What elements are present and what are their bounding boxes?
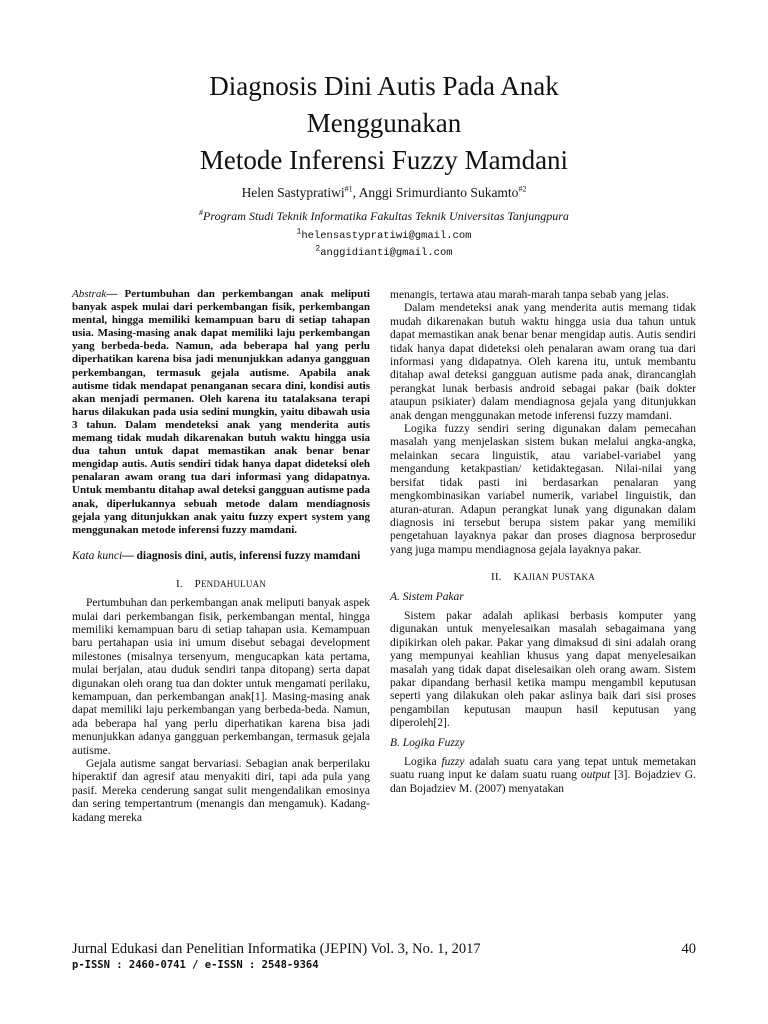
text-run: Logika (404, 756, 442, 768)
body-paragraph: menangis, tertawa atau marah-marah tanpa sebab yang jelas. (390, 289, 669, 301)
section-title-rest: USTAKA (557, 572, 595, 583)
body-paragraph: Dalam mendeteksi anak yang menderita autis memang tidak mudah dikarenakan butuh waktu hingga usia dua tahun untuk dapat memastikan anak benar benar mengidap autis. Autis sendiri tidak hanya dapat dideteksi oleh penalaran awam orang tua dari informasi yang didapatnya. Oleh karena itu, untuk membantu ditahap awal deteksi gangguan autisme pada anak, dirancanglah perangkat lunak berbasis android sebagai pakar (baik dokter ataupun psikiater) dalam mendiagnosa gejala yang ditunjukkan anak dengan menggunakan metode inferensi fuzzy mamdani. (390, 302, 696, 422)
subsection-heading: A. Sistem Pakar (390, 590, 464, 603)
keywords-text: — diagnosis dini, autis, inferensi fuzzy mamdani (122, 549, 361, 562)
section-title-rest: AJIAN (521, 572, 549, 583)
email-address[interactable]: anggidianti@gmail.com (320, 247, 453, 259)
author-name: Helen Sastypratiwi (241, 185, 345, 200)
abstract-label: Abstrak (72, 288, 107, 300)
body-paragraph: Gejala autisme sangat bervariasi. Sebagian anak berperilaku hiperaktif dan agresif atau menyakiti diri, tapi ada pula yang pasif. Mereka cenderung sangat sulit mengendalikan emosinya dan sering tempertantrum (menangis dan mengamuk). Kadang-kadang mereka (72, 758, 370, 824)
section-heading (72, 578, 370, 591)
email-marker: 2 (315, 244, 321, 254)
title-line: Menggunakan (306, 108, 462, 138)
abstract (72, 288, 370, 537)
body-paragraph: Logika fuzzy sendiri sering digunakan dalam pemecahan masalah yang menjelaskan sistem bukan melalui angka-angka, melainkan secara linguistik, atau variabel-variabel yang mengandung ketakpastian/ ketidaktegasan. Nilai-nilai yang bersifat tidak pasti ini berdasarkan penalaran yang mengkombinasikan variabel numerik, variabel linguistik, dan aturan-aturan. Adapun perangkat lunak yang digunakan dalam diagnosis ini tersebut berupa sistem pakar yang memiliki pengetahuan layaknya pakar dan proses diagnosa berprosedur yang juga mampu mendiagnosa gejala layaknya pakar. (390, 423, 696, 556)
affiliation-text: Program Studi Teknik Informatika Fakultas Teknik Universitas Tanjungpura (203, 209, 569, 223)
right-column (390, 289, 696, 796)
author-separator: , (352, 185, 359, 200)
section-title-initial: P (194, 577, 201, 590)
body-paragraph: Pertumbuhan dan perkembangan anak meliputi banyak aspek mulai dari perkembangan fisik, perkembangan mental, hingga memiliki kemampuan baru di setiap tahapan usia. Kemampuan baru pertahapan usia ini umum disebut sebagai development milestones (misalnya tersenyum, mengucapkan kata pertama, mulai berjalan, atau duduk sendiri tanpa ditopang) serta dapat digunakan oleh orang tua dan dokter untuk mengamati perilaku, kemampuan, dan perkembangan anak[1]. Masing-masing anak dapat memiliki laju perkembangan yang berbeda-beda. Namun, ada beberapa hal yang perlu diperhatikan karena bisa jadi menunjukkan adanya gangguan perkembangan, termasuk gejala autisme. (72, 597, 370, 757)
abstract-text: — Pertumbuhan dan perkembangan anak meliputi banyak aspek mulai dari perkembangan fisik, perkembangan mental, hingga memiliki kemampuan baru di setiap tahapan usia. Masing-masing anak dapat memiliki laju perkembangan yang berbeda-beda. Namun, ada beberapa hal yang perlu diperhatikan karena bisa jadi menunjukkan adanya gangguan perkembangan, termasuk gejala autisme. Apabila anak autisme tidak mendapat penanganan secara dini, kondisi autis akan menjadi permanen. Oleh karena itu tatalaksana terapi harus dilakukan pada usia sedini mungkin, yaitu dibawah usia 3 tahun. Dalam mendeteksi anak yang menderita autis memang tidak mudah dikarenakan butuh waktu hingga usia dua tahun untuk dapat memastikan anak benar benar mengidap autis. Autis sendiri tidak hanya dapat dideteksi oleh penalaran awam orang tua dari informasi yang didapatnya. Untuk membantu ditahap awal deteksi gangguan autisme pada anak, diperlukannya sebuah metode dalam mendiagnosis gejala yang ditunjukkan anak yaitu fuzzy expert system yang menggunakan metode inferensi fuzzy mamdani. (72, 288, 370, 536)
email-line (60, 246, 708, 260)
author-list (60, 184, 708, 202)
section-title-initial: K (513, 571, 522, 584)
page-number: 40 (681, 941, 696, 957)
author-marker: #1 (344, 184, 353, 194)
subsection-heading: B. Logika Fuzzy (390, 736, 465, 749)
body-paragraph (390, 756, 696, 796)
issn-line: p-ISSN : 2460-0741 / e-ISSN : 2548-9364 (72, 959, 319, 971)
journal-footer: Jurnal Edukasi dan Penelitian Informatika (JEPIN) Vol. 3, No. 1, 2017 (72, 941, 481, 957)
email-line (60, 229, 708, 243)
left-column (72, 288, 370, 825)
italic-term: output (580, 769, 611, 782)
section-number: II. (491, 571, 502, 584)
title-line: Metode Inferensi Fuzzy Mamdani (199, 145, 569, 175)
section-title-initial: P (551, 571, 558, 584)
affiliation-marker: # (199, 208, 204, 217)
keywords (72, 549, 370, 564)
italic-term: fuzzy (441, 756, 465, 768)
author-marker: #2 (518, 184, 527, 194)
keywords-label: Kata kunci (72, 549, 123, 562)
paper-title (60, 68, 708, 179)
section-number: I. (176, 577, 183, 590)
email-marker: 1 (296, 227, 302, 237)
title-line: Diagnosis Dini Autis Pada Anak (209, 71, 559, 101)
text-run: adalah suatu cara yang tepat untuk memetakan suatu ruang input ke dalam suatu ruang (390, 756, 697, 782)
author-name: Anggi Srimurdianto Sukamto (358, 185, 519, 200)
email-address[interactable]: helensastypratiwi@gmail.com (301, 230, 472, 242)
text-run: [3]. Bojadziev G. dan Bojadziev M. (2007) menyatakan (390, 769, 696, 795)
section-heading (390, 571, 696, 584)
affiliation (60, 208, 708, 224)
section-title-rest: ENDAHULUAN (200, 578, 266, 589)
body-paragraph: Sistem pakar adalah aplikasi berbasis komputer yang digunakan untuk menyelesaikan masalah sebagaimana yang dipikirkan oleh pakar. Pakar yang dimaksud di sini adalah orang yang mempunyai keahlian khusus yang dapat menyelesaikan masalah yang tidak dapat diselesaikan oleh orang awam. Sistem pakar dipandang berhasil ketika mampu mengambil keputusan seperti yang dilakukan oleh pakar aslinya baik dari sisi proses pengambilan keputusan maupun hasil keputusan yang diperoleh[2]. (390, 609, 696, 730)
